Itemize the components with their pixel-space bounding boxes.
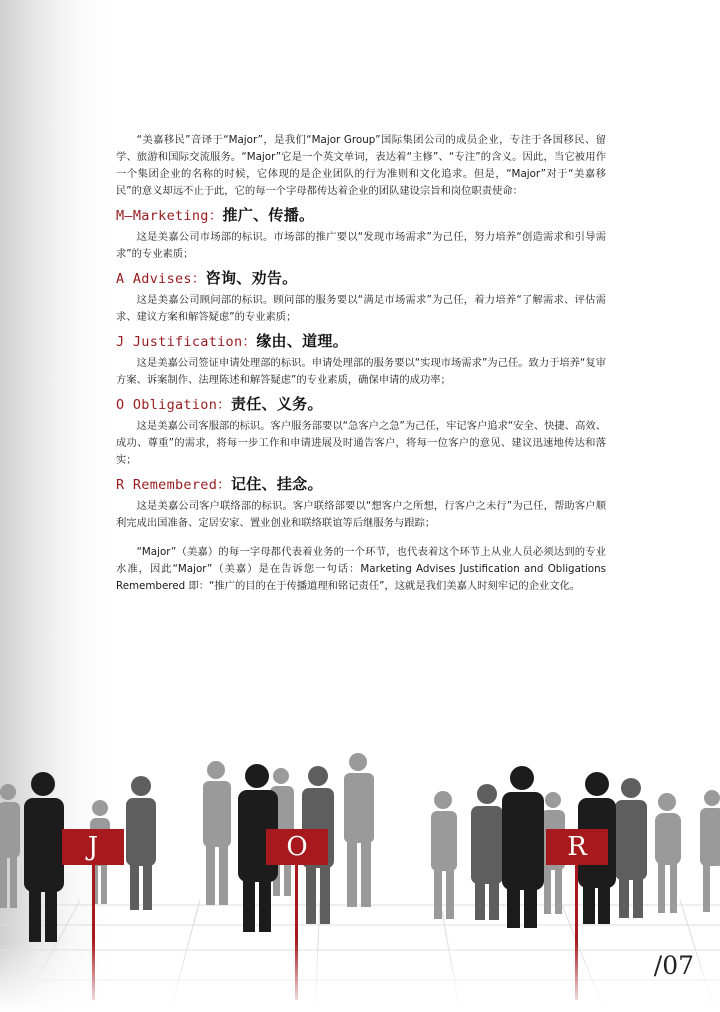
section-heading-marketing	[116, 204, 606, 227]
section-body-advises: 这是美嘉公司顾问部的标识。顾问部的服务要以“满足市场需求”为己任，着力培养“了解需求、评估需求、建议方案和解答疑虑”的专业素质；	[116, 294, 606, 323]
section-heading-latin: A Advises：	[116, 271, 206, 287]
section-heading-chinese: 咨询、劝告。	[205, 269, 298, 287]
section-heading-latin: M–Marketing：	[116, 208, 223, 224]
section-heading-chinese: 记住、挂念。	[230, 475, 323, 493]
section-body-remembered: 这是美嘉公司客户联络部的标识。客户联络部要以“想客户之所想，行客户之未行”为己任，帮助客户顺利完成出国准备、定居安家、置业创业和联络联谊等后继服务与跟踪；	[116, 500, 606, 529]
section-heading-latin: O Obligation：	[116, 397, 231, 413]
business-people-illustration	[0, 740, 720, 1012]
closing-paragraph: “Major”（美嘉）的每一字母都代表着业务的一个环节，也代表着这个环节上从业人员必须达到的专业水准，因此“Major”（美嘉）是在告诉您一句话：Marketing Advises Justification and Obligations Remembered 即：“推广的目的在于传播道理和铭记责任”，这就是我们美嘉人时刻牢记的企业文化。	[116, 546, 606, 592]
section-body-justification: 这是美嘉公司签证申请处理部的标识。申请处理部的服务要以“实现市场需求”为己任。致力于培养“复审方案、诉案制作、法理陈述和解答疑虑”的专业素质，确保申请的成功率；	[116, 357, 606, 386]
section-heading-obligation	[116, 393, 606, 416]
silhouette-scene	[0, 740, 720, 1012]
section-heading-chinese: 责任、义务。	[230, 395, 323, 413]
section-heading-chinese: 推广、传播。	[222, 206, 315, 224]
intro-paragraph: “美嘉移民”音译于“Major”，是我们“Major Group”国际集团公司的成员企业，专注于各国移民、留学、旅游和国际交流服务。“Major”它是一个英文单词，表达着“主修”、“专注”的含义。因此，当它被用作一个集团企业的名称的时候，它体现的是企业团队的行为准则和文化追求。但是，“Major”对于“美嘉移民”的意义却远不止于此，它的每一个字母都传达着企业的团队建设宗旨和岗位职责使命：	[116, 134, 606, 197]
section-body-obligation: 这是美嘉公司客服部的标识。客户服务部要以“急客户之急”为己任，牢记客户追求“安全、快捷、高效、成功、尊重”的需求，将每一步工作和申请进展及时通告客户，将每一位客户的意见、建议迅速地传达和落实；	[116, 420, 606, 466]
section-heading-advises	[116, 267, 606, 290]
section-heading-latin: R Remembered：	[116, 477, 231, 493]
text-column	[116, 132, 606, 595]
section-heading-latin: J Justification：	[116, 334, 257, 350]
sign-letter-j: J	[62, 829, 124, 865]
sign-letter-o: O	[266, 829, 328, 865]
section-heading-chinese: 缘由、道理。	[256, 332, 349, 350]
floor-fade	[0, 940, 720, 1012]
section-heading-justification	[116, 330, 606, 353]
spacer	[116, 532, 606, 544]
section-heading-remembered	[116, 473, 606, 496]
page-number: /07	[653, 951, 694, 980]
sign-letter-r: R	[546, 829, 608, 865]
section-body-marketing: 这是美嘉公司市场部的标识。市场部的推广要以“发现市场需求”为己任，努力培养“创造需求和引导需求”的专业素质；	[116, 231, 606, 260]
